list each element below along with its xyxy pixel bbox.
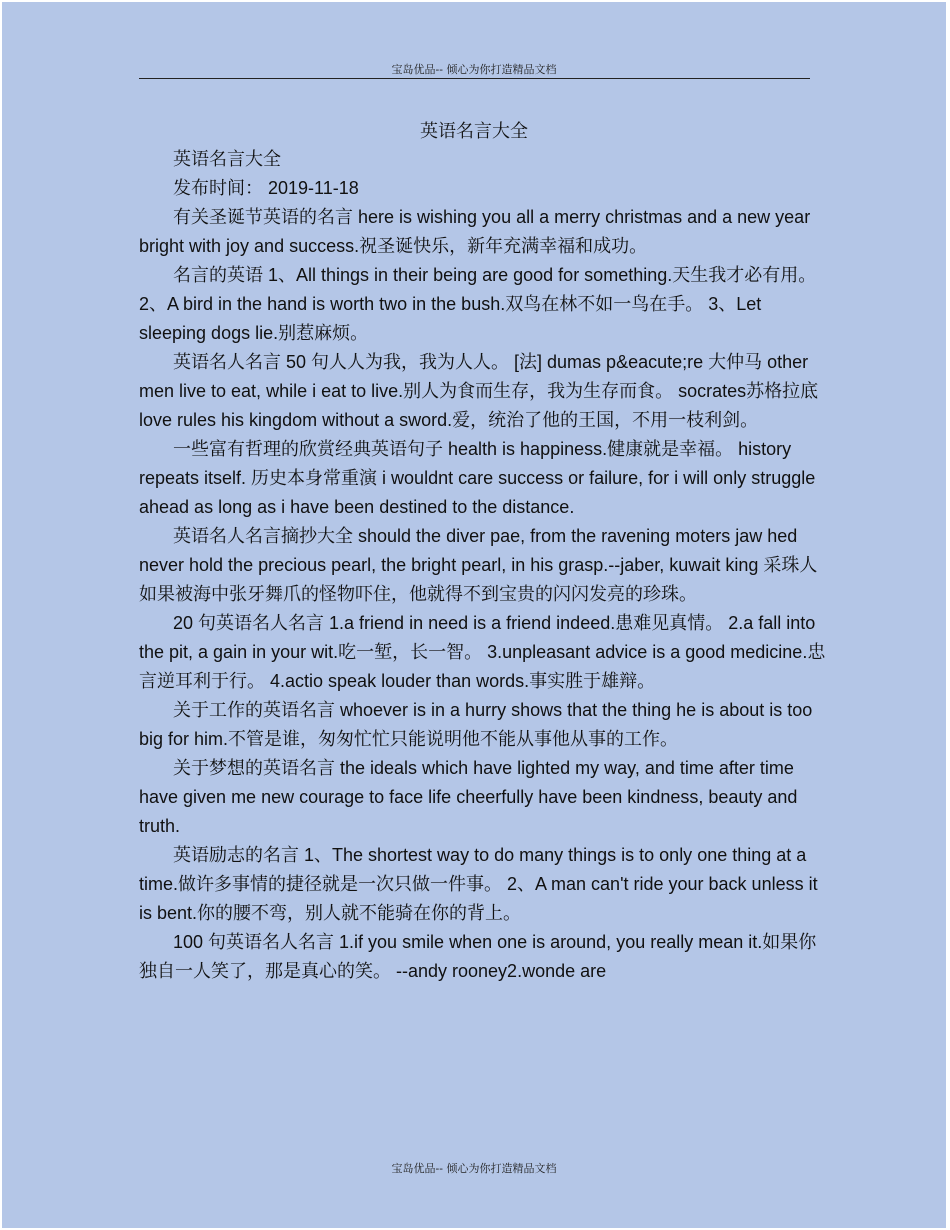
document-title: 英语名言大全 xyxy=(420,121,528,142)
document-body xyxy=(139,145,829,986)
paragraph: 100 句英语名人名言 1.if you smile when one is around, you really mean it.如果你独自一人笑了，那是真心的笑。 --andy rooney2.wonde are xyxy=(139,932,817,981)
paragraph: 关于梦想的英语名言 the ideals which have lighted my way, and time after time have given me new courage to face life cheerfully have been kindness, beauty and truth. xyxy=(139,758,798,836)
paragraph: 英语名人名言 50 句人人为我，我为人人。 [法] dumas p&eacute;re 大仲马 other men live to eat, while i eat to live.别人为食而生存，我为生存而食。 socrates苏格拉底 love rules his kingdom without a sword.爱，统治了他的王国，不用一枝利剑。 xyxy=(139,352,819,430)
paragraph: 一些富有哲理的欣赏经典英语句子 health is happiness.健康就是幸福。 history repeats itself. 历史本身常重演 i wouldnt care success or failure, for i will only struggle ahead as long as i have been destined to the distance. xyxy=(139,439,816,517)
document-page xyxy=(2,2,946,1228)
paragraph: 名言的英语 1、All things in their being are good for something.天生我才必有用。 2、A bird in the hand is worth two in the bush.双鸟在林不如一鸟在手。 3、Let sleeping dogs lie.别惹麻烦。 xyxy=(139,265,817,343)
paragraph: 发布时间： 2019-11-18 xyxy=(173,178,359,198)
paragraph: 20 句英语名人名言 1.a friend in need is a friend indeed.患难见真情。 2.a fall into the pit, a gain in your wit.吃一堑，长一智。 3.unpleasant advice is a good medicine.忠言逆耳利于行。 4.actio speak louder than words.事实胜于雄辩。 xyxy=(139,613,826,691)
header-divider xyxy=(139,78,810,79)
paragraph: 英语励志的名言 1、The shortest way to do many things is to only one thing at a time.做许多事情的捷径就是一次只做一件事。 2、A man can't ride your back unless it is bent.你的腰不弯，别人就不能骑在你的背上。 xyxy=(139,845,818,923)
page-footer: 宝岛优品-- 倾心为你打造精品文档 xyxy=(391,1162,557,1175)
page-header: 宝岛优品-- 倾心为你打造精品文档 xyxy=(391,63,557,76)
paragraph: 有关圣诞节英语的名言 here is wishing you all a merry christmas and a new year bright with joy and success.祝圣诞快乐，新年充满幸福和成功。 xyxy=(139,207,811,256)
paragraph: 英语名人名言摘抄大全 should the diver pae, from the ravening moters jaw hed never hold the precious pearl, the bright pearl, in his grasp.--jaber, kuwait king 采珠人如果被海中张牙舞爪的怪物吓住，他就得不到宝贵的闪闪发亮的珍珠。 xyxy=(139,526,818,604)
paragraph: 英语名言大全 xyxy=(173,149,281,169)
paragraph: 关于工作的英语名言 whoever is in a hurry shows that the thing he is about is too big for him.不管是谁，匆匆忙忙只能说明他不能从事他从事的工作。 xyxy=(139,700,813,749)
